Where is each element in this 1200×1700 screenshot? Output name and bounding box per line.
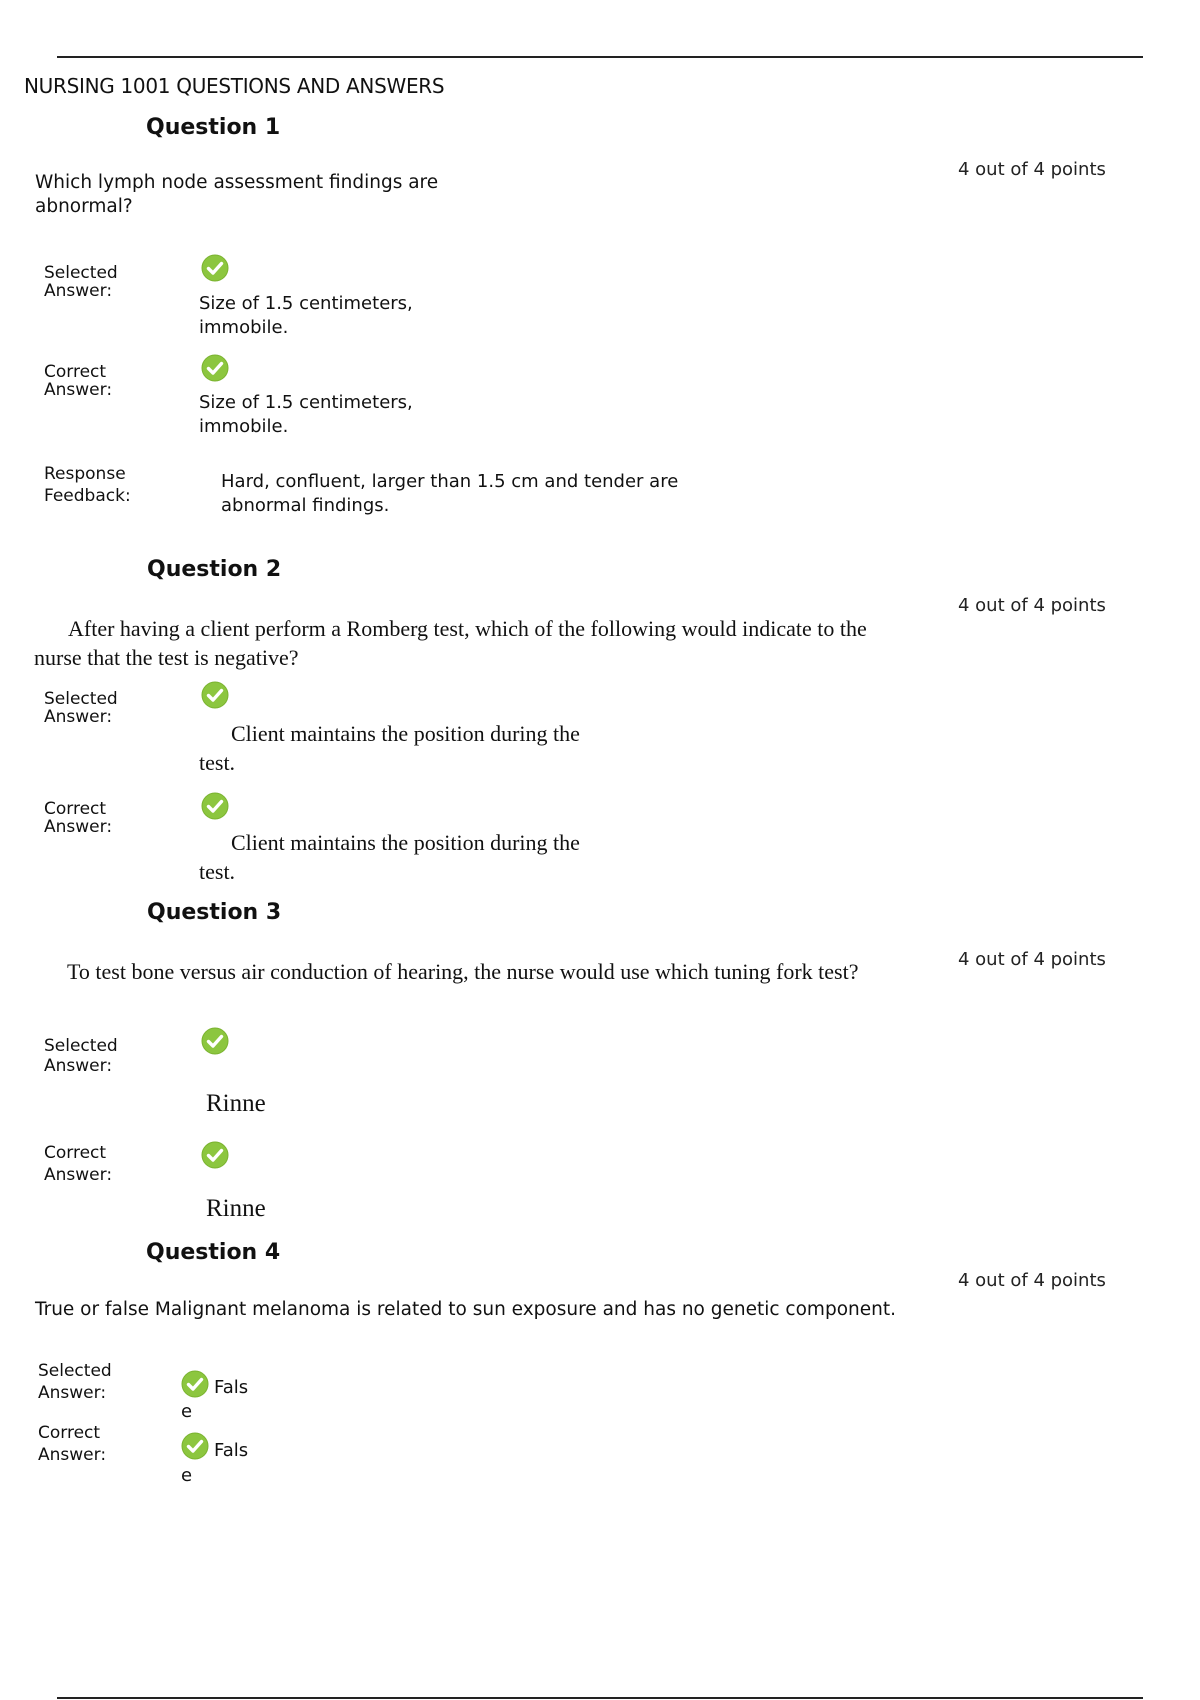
correct-answer-text: Fals — [214, 1440, 249, 1461]
question-text: Which lymph node assessment findings are abnormal? — [35, 172, 439, 217]
check-circle-icon — [201, 1027, 229, 1055]
question-heading: Question 2 — [147, 557, 282, 582]
check-circle-icon — [201, 1141, 229, 1169]
correct-answer-text: Size of 1.5 centimeters, immobile. — [199, 392, 413, 437]
correct-answer-label: Correct Answer: — [44, 362, 113, 400]
selected-answer-text: Rinne — [206, 1090, 266, 1117]
points-score: 4 out of 4 points — [958, 1270, 1106, 1291]
points-score: 4 out of 4 points — [958, 159, 1106, 180]
selected-answer-text: Client maintains the position during the test. — [199, 721, 580, 775]
question-heading: Question 1 — [146, 115, 281, 140]
question-text: After having a client perform a Romberg test, which of the following would indicate to the nurse that the test is negative? — [34, 616, 867, 670]
check-circle-icon — [201, 792, 229, 820]
check-circle-icon — [181, 1432, 209, 1460]
correct-answer-text: Client maintains the position during the test. — [199, 830, 580, 884]
selected-answer-label: Selected Answer: — [44, 689, 118, 727]
question-text: To test bone versus air conduction of hearing, the nurse would use which tuning fork test? — [67, 959, 859, 984]
correct-answer-label: Correct Answer: — [44, 1143, 113, 1185]
correct-answer-label: Correct Answer: — [44, 799, 113, 837]
correct-answer-text-wrap: e — [181, 1465, 193, 1486]
points-score: 4 out of 4 points — [958, 595, 1106, 616]
response-feedback-text: Hard, confluent, larger than 1.5 cm and tender are abnormal findings. — [221, 471, 679, 516]
correct-answer-label: Correct Answer: — [38, 1423, 107, 1465]
selected-answer-text-wrap: e — [181, 1401, 193, 1422]
check-circle-icon — [201, 354, 229, 382]
selected-answer-label: Selected Answer: — [44, 1036, 118, 1076]
selected-answer-text: Fals — [214, 1377, 249, 1398]
question-heading: Question 4 — [146, 1240, 281, 1265]
check-circle-icon — [181, 1370, 209, 1398]
selected-answer-text: Size of 1.5 centimeters, immobile. — [199, 293, 413, 338]
document-title: NURSING 1001 QUESTIONS AND ANSWERS — [24, 74, 445, 98]
selected-answer-label: Selected Answer: — [44, 263, 118, 301]
bottom-divider — [57, 1697, 1143, 1699]
selected-answer-label: Selected Answer: — [38, 1361, 112, 1403]
top-divider — [57, 56, 1143, 58]
response-feedback-label: Response Feedback: — [44, 464, 131, 506]
check-circle-icon — [201, 681, 229, 709]
question-text: True or false Malignant melanoma is related to sun exposure and has no genetic component. — [35, 1299, 896, 1320]
points-score: 4 out of 4 points — [958, 949, 1106, 970]
correct-answer-text: Rinne — [206, 1195, 266, 1222]
question-heading: Question 3 — [147, 900, 282, 925]
check-circle-icon — [201, 254, 229, 282]
